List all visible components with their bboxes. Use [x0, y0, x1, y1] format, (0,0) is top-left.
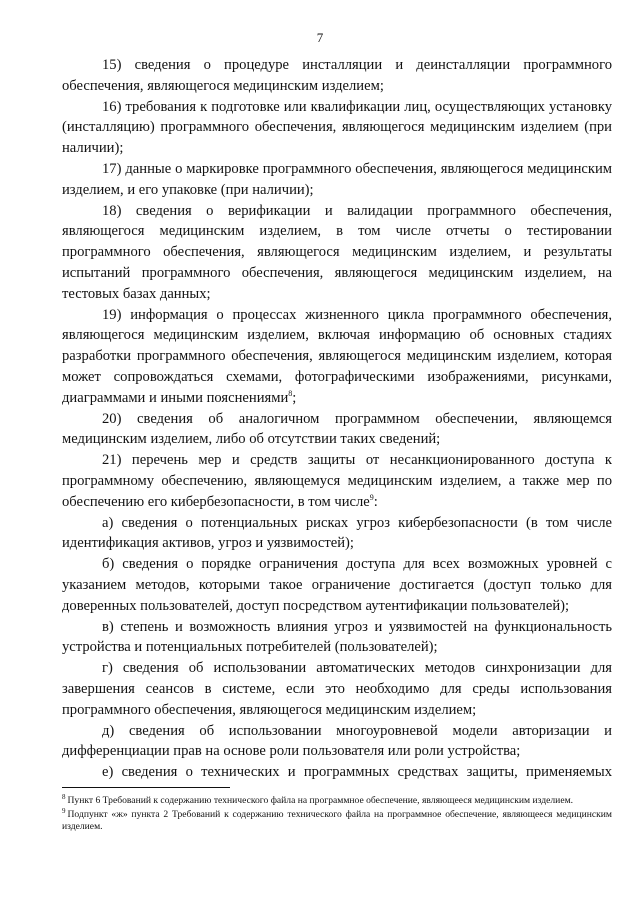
- footnote-text: Пункт 6 Требований к содержанию технического файла на программное обеспечение, являющееся медицинским изделием.: [67, 795, 574, 806]
- sub-item-a: а) сведения о потенциальных рисках угроз кибербезопасности (в том числе идентификация активов, угроз и уязвимостей);: [62, 514, 612, 552]
- footnote-9: [62, 806, 612, 833]
- list-item-20: 20) сведения об аналогичном программном обеспечении, являющемся медицинским изделием, либо об отсутствии таких сведений;: [62, 410, 612, 448]
- footnote-divider: [62, 787, 230, 788]
- list-item-18: 18) сведения о верификации и валидации программного обеспечения, являющегося медицинским изделием, в том числе отчеты о тестировании программного обеспечения, являющегося медицинским изделием, и результаты испытаний программного обеспечения, являющегося медицинским изделием, на тестовых базах данных;: [62, 202, 612, 302]
- sub-item-b: б) сведения о порядке ограничения доступа для всех возможных уровней с указанием методов, которыми такое ограничение достигается (доступ только для доверенных пользователей, доступ посредством аутентификации пользователей);: [62, 556, 612, 614]
- list-item-15: 15) сведения о процедуре инсталляции и деинсталляции программного обеспечения, являющегося медицинским изделием;: [62, 57, 612, 94]
- footnote-ref-9[interactable]: 9: [369, 492, 374, 502]
- footnote-mark: 8: [62, 792, 66, 801]
- footnote-mark: 9: [62, 806, 66, 815]
- list-item-17: 17) данные о маркировке программного обеспечения, являющегося медицинским изделием, и его упаковке (при наличии);: [62, 160, 612, 198]
- footnote-8: [62, 792, 612, 807]
- footnote-text: Подпункт «ж» пункта 2 Требований к содержанию технического файла на программное обеспечение, являющееся медицинским изделием.: [62, 809, 612, 832]
- page-number: 7: [316, 30, 324, 45]
- sub-item-e: е) сведения о технических и программных средствах защиты, применяемых: [102, 764, 612, 781]
- list-item-16: 16) требования к подготовке или квалификации лиц, осуществляющих установку (инсталляцию) программного обеспечения, являющегося медицинским изделием (при наличии);: [62, 98, 612, 157]
- footnotes: [62, 792, 612, 835]
- list-item-21: 21) перечень мер и средств защиты от несанкционированного доступа к программному обеспечению, являющемуся медицинским изделием, а также мер по обеспечению его кибербезопасности, в том числе$^9$:: [62, 452, 612, 510]
- sub-item-g: г) сведения об использовании автоматических методов синхронизации для завершения сеансов в системе, если это необходимо для среды использования программного обеспечения, являющегося медицинским изделием;: [62, 660, 612, 718]
- document-body: [62, 55, 612, 783]
- list-item-19: 19) информация о процессах жизненного цикла программного обеспечения, являющегося медицинским изделием, включая информацию об основных стадиях разработки программного обеспечения, являющегося медицинским изделием, которая может сопровождаться схемами, фотографическими изображениями, рисунками, диаграммами и иными пояснениями$^8$;: [62, 306, 612, 406]
- footnote-ref-8[interactable]: 8: [288, 388, 293, 398]
- sub-item-d: д) сведения об использовании многоуровневой модели авторизации и дифференциации прав на основе роли пользователя или роли устройства;: [62, 722, 612, 760]
- sub-item-v: в) степень и возможность влияния угроз и уязвимостей на функциональность устройства и потенциальных потребителей (пользователей);: [62, 618, 612, 656]
